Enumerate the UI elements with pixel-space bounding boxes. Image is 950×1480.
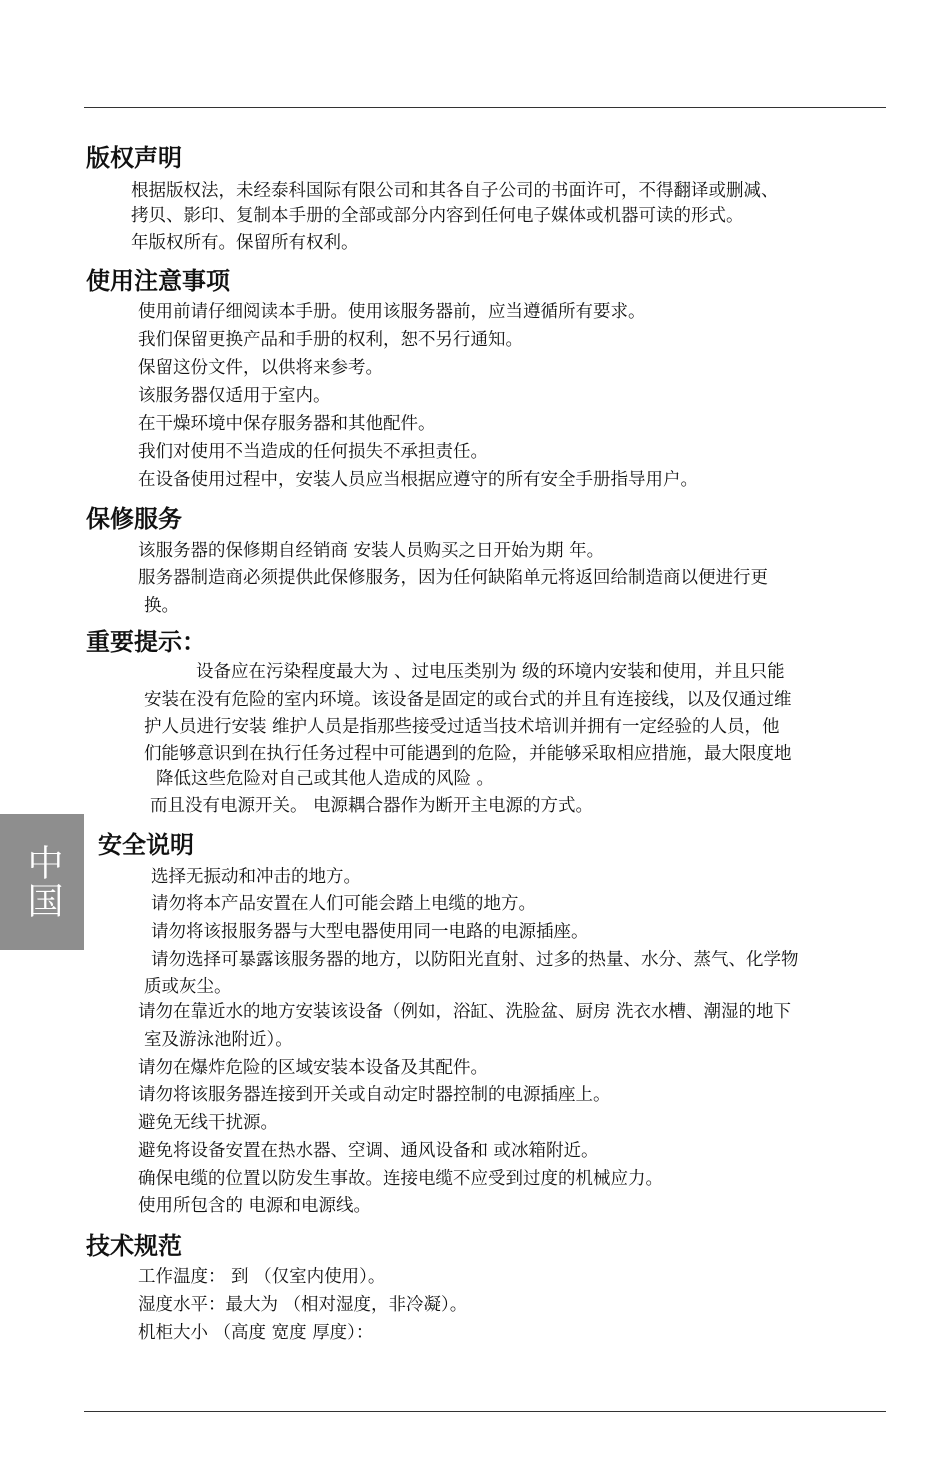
important-line-1: 设备应在污染程度最大为 、过电压类别为 级的环境内安装和使用，并且只能	[196, 662, 785, 682]
language-tab-label: 中国	[22, 844, 63, 920]
warranty-line-1: 该服务器的保修期自经销商 安装人员购买之日开始为期 年。	[138, 541, 605, 561]
safety-line-12: 确保电缆的位置以防发生事故。连接电缆不应受到过度的机械应力。	[138, 1169, 663, 1189]
usage-line-1: 使用前请仔细阅读本手册。使用该服务器前，应当遵循所有要求。	[138, 302, 646, 322]
usage-line-2: 我们保留更换产品和手册的权利，恕不另行通知。	[138, 330, 523, 350]
bottom-rule	[84, 1411, 886, 1412]
language-side-tab	[0, 814, 84, 950]
safety-line-10: 避免无线干扰源。	[138, 1113, 278, 1133]
specs-line-1: 工作温度： 到 （仅室内使用）。	[138, 1267, 386, 1287]
top-rule	[84, 107, 886, 108]
important-line-4: 们能够意识到在执行任务过程中可能遇到的危险，并能够采取相应措施，最大限度地	[144, 744, 792, 764]
copyright-line-3: 年版权所有。保留所有权利。	[131, 233, 359, 253]
important-line-2: 安装在没有危险的室内环境。该设备是固定的或台式的并且有连接线，以及仅通过维	[144, 690, 792, 710]
safety-line-7: 室及游泳池附近）。	[144, 1030, 293, 1050]
specs-heading: 技术规范	[86, 1232, 182, 1260]
safety-line-6: 请勿在靠近水的地方安装该设备（例如，浴缸、洗脸盆、厨房 洗衣水槽、潮湿的地下	[138, 1002, 792, 1022]
usage-notes-heading: 使用注意事项	[86, 267, 230, 295]
usage-line-4: 该服务器仅适用于室内。	[138, 386, 331, 406]
specs-line-2: 湿度水平：最大为 （相对湿度，非冷凝）。	[138, 1295, 468, 1315]
safety-heading: 安全说明	[98, 831, 194, 859]
safety-line-9: 请勿将该服务器连接到开关或自动定时器控制的电源插座上。	[138, 1085, 611, 1105]
specs-line-3: 机柜大小 （高度 宽度 厚度）：	[138, 1323, 374, 1343]
safety-line-11: 避免将设备安置在热水器、空调、通风设备和 或冰箱附近。	[138, 1141, 599, 1161]
warranty-line-3: 换。	[144, 596, 179, 616]
safety-line-1: 选择无振动和冲击的地方。	[151, 867, 361, 887]
warranty-heading: 保修服务	[86, 505, 182, 533]
important-line-5: 降低这些危险对自己或其他人造成的风险 。	[156, 769, 495, 789]
warranty-line-2: 服务器制造商必须提供此保修服务，因为任何缺陷单元将返回给制造商以便进行更	[138, 568, 768, 588]
copyright-line-2: 拷贝、影印、复制本手册的全部或部分内容到任何电子媒体或机器可读的形式。	[131, 206, 744, 226]
usage-line-6: 我们对使用不当造成的任何损失不承担责任。	[138, 442, 488, 462]
safety-line-5: 质或灰尘。	[144, 977, 232, 997]
safety-line-4: 请勿选择可暴露该服务器的地方，以防阳光直射、过多的热量、水分、蒸气、化学物	[151, 950, 799, 970]
safety-line-2: 请勿将本产品安置在人们可能会踏上电缆的地方。	[151, 894, 536, 914]
safety-line-3: 请勿将该报服务器与大型电器使用同一电路的电源插座。	[151, 922, 589, 942]
usage-line-3: 保留这份文件，以供将来参考。	[138, 358, 383, 378]
copyright-heading: 版权声明	[86, 144, 182, 172]
usage-line-5: 在干燥环境中保存服务器和其他配件。	[138, 414, 436, 434]
usage-line-7: 在设备使用过程中，安装人员应当根据应遵守的所有安全手册指导用户。	[138, 470, 698, 490]
safety-line-8: 请勿在爆炸危险的区域安装本设备及其配件。	[138, 1058, 488, 1078]
safety-line-13: 使用所包含的 电源和电源线。	[138, 1196, 372, 1216]
copyright-line-1: 根据版权法，未经泰科国际有限公司和其各自子公司的书面许可，不得翻译或删减、	[131, 181, 779, 201]
important-heading: 重要提示：	[86, 628, 206, 656]
important-line-3: 护人员进行安装 维护人员是指那些接受过适当技术培训并拥有一定经验的人员，他	[144, 717, 780, 737]
important-line-6: 而且没有电源开关。 电源耦合器作为断开主电源的方式。	[150, 796, 594, 816]
